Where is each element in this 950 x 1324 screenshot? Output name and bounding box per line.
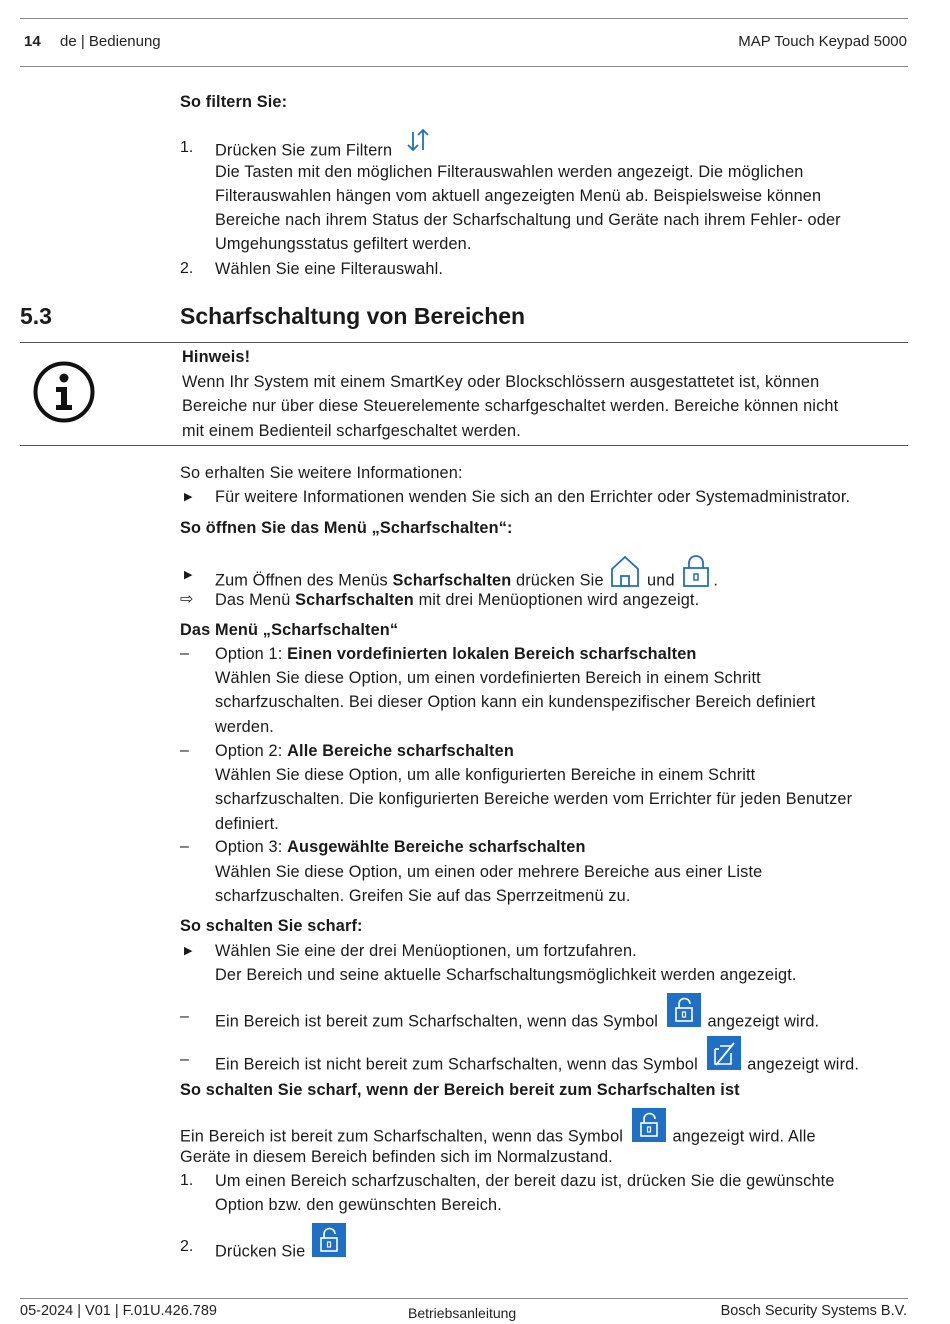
filter-step1-desc-3: Bereiche nach ihrem Status der Scharfschaltung und Geräte nach ihrem Fehler- oder bbox=[215, 211, 841, 229]
option1-desc-2: scharfzuschalten. Bei dieser Option kann ein kundenspezifischer Bereich definiert bbox=[215, 693, 816, 711]
option2-dash: – bbox=[180, 742, 189, 759]
info-icon bbox=[32, 360, 96, 424]
arm-ready-dash: – bbox=[180, 1008, 189, 1025]
filter-step2-number: 2. bbox=[180, 260, 194, 277]
option3-dash: – bbox=[180, 838, 189, 855]
filter-sort-icon bbox=[405, 126, 433, 156]
not-ready-icon[interactable] bbox=[707, 1036, 741, 1070]
filter-heading: So filtern Sie: bbox=[180, 93, 288, 111]
filter-step1-desc-2: Filterauswahlen hängen vom aktuell angezeigten Menü ab. Beispielsweise können bbox=[215, 187, 822, 205]
option2-desc-1: Wählen Sie diese Option, um alle konfigurierten Bereiche in einem Schritt bbox=[215, 766, 756, 784]
info-intro: So erhalten Sie weitere Informationen: bbox=[180, 464, 463, 482]
filter-step1-desc-1: Die Tasten mit den möglichen Filterauswahlen werden angezeigt. Die möglichen bbox=[215, 163, 804, 181]
arm-ready-intro: Ein Bereich ist bereit zum Scharfschalten, wenn das Symbol angezeigt wird. Alle bbox=[180, 1120, 816, 1154]
arm-heading: So schalten Sie scharf: bbox=[180, 917, 363, 935]
header-bottom-rule bbox=[20, 66, 908, 67]
option2-desc-2: scharfzuschalten. Die konfigurierten Bereiche werden vom Errichter für jeden Benutzer bbox=[215, 790, 853, 808]
filter-step1-number: 1. bbox=[180, 139, 194, 156]
note-bottom-rule bbox=[20, 445, 908, 446]
footer-left: 05-2024 | V01 | F.01U.426.789 bbox=[20, 1303, 217, 1319]
filter-step1-text: Drücken Sie zum Filtern bbox=[215, 141, 393, 160]
arm-step: Wählen Sie eine der drei Menüoptionen, um fortzufahren. bbox=[215, 942, 637, 960]
open-menu-result-arrow: ⇨ bbox=[180, 591, 194, 608]
header-top-rule bbox=[20, 18, 908, 19]
footer-rule bbox=[20, 1298, 908, 1299]
section-number: 5.3 bbox=[20, 303, 52, 329]
arm-notready-dash: – bbox=[180, 1051, 189, 1068]
arm-ready-heading: So schalten Sie scharf, wenn der Bereich bereit zum Scharfschalten ist bbox=[180, 1081, 740, 1099]
note-line-3: mit einem Bedienteil scharfgeschaltet werden. bbox=[182, 422, 521, 440]
arm-bullet: ▶ bbox=[184, 945, 193, 957]
option1-desc-1: Wählen Sie diese Option, um einen vordefinierten Bereich in einem Schritt bbox=[215, 669, 761, 687]
ready-lock-icon[interactable] bbox=[667, 993, 701, 1027]
open-menu-result: Das Menü Scharfschalten mit drei Menüoptionen wird angezeigt. bbox=[215, 591, 700, 609]
ready-lock-icon[interactable] bbox=[312, 1223, 346, 1257]
option1-dash: – bbox=[180, 645, 189, 662]
arm-step-desc: Der Bereich und seine aktuelle Scharfschaltungsmöglichkeit werden angezeigt. bbox=[215, 966, 797, 984]
open-menu-bullet: ▶ bbox=[184, 569, 193, 581]
footer-right: Bosch Security Systems B.V. bbox=[720, 1303, 907, 1319]
arm-ready-step2: Drücken Sie bbox=[215, 1235, 346, 1269]
arm-ready: Ein Bereich ist bereit zum Scharfschalten, wenn das Symbol angezeigt wird. bbox=[215, 1005, 819, 1039]
filter-step2: Wählen Sie eine Filterauswahl. bbox=[215, 260, 444, 278]
filter-step1-desc-4: Umgehungsstatus gefiltert werden. bbox=[215, 235, 472, 253]
option2-title: Option 2: Alle Bereiche scharfschalten bbox=[215, 742, 514, 760]
ready-lock-icon[interactable] bbox=[632, 1108, 666, 1142]
arm-ready-step1-1: Um einen Bereich scharfzuschalten, der bereit dazu ist, drücken Sie die gewünschte bbox=[215, 1172, 835, 1190]
note-line-1: Wenn Ihr System mit einem SmartKey oder Blockschlössern ausgestattetet ist, können bbox=[182, 373, 820, 391]
option3-desc-2: scharfzuschalten. Greifen Sie auf das Sperrzeitmenü zu. bbox=[215, 887, 631, 905]
option3-title: Option 3: Ausgewählte Bereiche scharfschalten bbox=[215, 838, 586, 856]
option1-desc-3: werden. bbox=[215, 718, 274, 736]
note-title: Hinweis! bbox=[182, 348, 251, 366]
info-bullet: ▶ bbox=[184, 491, 193, 503]
option3-desc-1: Wählen Sie diese Option, um einen oder mehrere Bereiche aus einer Liste bbox=[215, 863, 763, 881]
lock-icon[interactable] bbox=[679, 553, 713, 589]
arm-ready-step2-number: 2. bbox=[180, 1238, 194, 1255]
arm-ready-intro-2: Geräte in diesem Bereich befinden sich im Normalzustand. bbox=[180, 1148, 613, 1166]
info-item: Für weitere Informationen wenden Sie sich an den Errichter oder Systemadministrator. bbox=[215, 488, 851, 506]
section-title: Scharfschaltung von Bereichen bbox=[180, 303, 526, 329]
option2-desc-3: definiert. bbox=[215, 815, 279, 833]
arm-ready-step1-2: Option bzw. den gewünschten Bereich. bbox=[215, 1196, 502, 1214]
footer-center: Betriebsanleitung bbox=[408, 1305, 517, 1321]
open-menu-heading: So öffnen Sie das Menü „Scharfschalten“: bbox=[180, 519, 513, 537]
arm-ready-step1-number: 1. bbox=[180, 1172, 194, 1189]
header-product: MAP Touch Keypad 5000 bbox=[738, 33, 907, 50]
open-menu-step: Zum Öffnen des Menüs Scharfschalten drücken Sie und . bbox=[215, 563, 718, 599]
menu-heading: Das Menü „Scharfschalten“ bbox=[180, 621, 399, 639]
arm-notready: Ein Bereich ist nicht bereit zum Scharfschalten, wenn das Symbol angezeigt wird. bbox=[215, 1048, 859, 1082]
note-top-rule bbox=[20, 342, 908, 343]
header-section: de | Bedienung bbox=[60, 33, 161, 50]
note-line-2: Bereiche nur über diese Steuerelemente scharfgeschaltet werden. Bereiche können nicht bbox=[182, 397, 839, 415]
page-number: 14 bbox=[24, 33, 41, 50]
option1-title: Option 1: Einen vordefinierten lokalen Bereich scharfschalten bbox=[215, 645, 697, 663]
home-icon[interactable] bbox=[608, 553, 642, 589]
